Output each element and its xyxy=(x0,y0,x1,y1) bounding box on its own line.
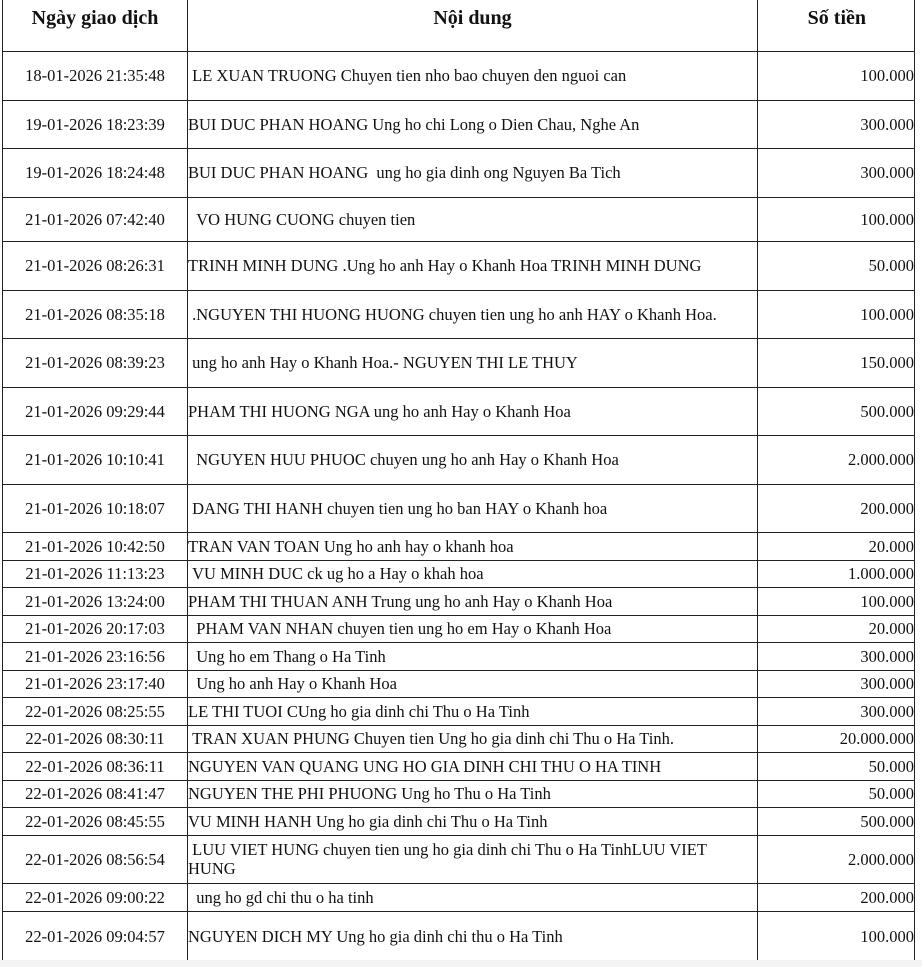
cell-content: Ung ho em Thang o Ha Tinh xyxy=(188,643,758,671)
table-row xyxy=(3,698,915,726)
cell-date: 21-01-2026 08:39:23 xyxy=(3,339,188,388)
cell-date: 21-01-2026 20:17:03 xyxy=(3,615,188,643)
cell-content: DANG THI HANH chuyen tien ung ho ban HAY o Khanh hoa xyxy=(188,484,758,533)
cell-content: BUI DUC PHAN HOANG Ung ho chi Long o Dien Chau, Nghe An xyxy=(188,100,758,149)
table-row xyxy=(3,484,915,533)
cell-content: NGUYEN DICH MY Ung ho gia dinh chi thu o Ha Tinh xyxy=(188,911,758,961)
cell-content: BUI DUC PHAN HOANG ung ho gia dinh ong Nguyen Ba Tich xyxy=(188,149,758,198)
table-row xyxy=(3,753,915,781)
cell-amount: 1.000.000 xyxy=(758,560,915,588)
table-row xyxy=(3,725,915,753)
cell-date: 21-01-2026 10:42:50 xyxy=(3,533,188,561)
cell-content: NGUYEN THE PHI PHUONG Ung ho Thu o Ha Tinh xyxy=(188,780,758,808)
cell-date: 21-01-2026 07:42:40 xyxy=(3,197,188,242)
cell-content: VU MINH HANH Ung ho gia dinh chi Thu o Ha Tinh xyxy=(188,808,758,836)
cell-amount: 150.000 xyxy=(758,339,915,388)
table-row xyxy=(3,339,915,388)
cell-date: 21-01-2026 23:17:40 xyxy=(3,670,188,698)
table-row xyxy=(3,100,915,149)
cell-amount: 300.000 xyxy=(758,100,915,149)
cell-date: 22-01-2026 08:25:55 xyxy=(3,698,188,726)
cell-content: TRAN VAN TOAN Ung ho anh hay o khanh hoa xyxy=(188,533,758,561)
cell-content: NGUYEN HUU PHUOC chuyen ung ho anh Hay o Khanh Hoa xyxy=(188,436,758,485)
cell-date: 19-01-2026 18:24:48 xyxy=(3,149,188,198)
table-row xyxy=(3,643,915,671)
page-bottom-edge xyxy=(0,960,922,967)
cell-amount: 500.000 xyxy=(758,808,915,836)
cell-date: 22-01-2026 09:04:57 xyxy=(3,911,188,961)
table-row xyxy=(3,560,915,588)
cell-amount: 300.000 xyxy=(758,643,915,671)
cell-date: 21-01-2026 23:16:56 xyxy=(3,643,188,671)
cell-amount: 500.000 xyxy=(758,387,915,436)
table-row xyxy=(3,670,915,698)
cell-content: ung ho anh Hay o Khanh Hoa.- NGUYEN THI LE THUY xyxy=(188,339,758,388)
header-date: Ngày giao dịch xyxy=(3,0,188,52)
cell-date: 19-01-2026 18:23:39 xyxy=(3,100,188,149)
table-row xyxy=(3,835,915,884)
cell-amount: 20.000.000 xyxy=(758,725,915,753)
table-row xyxy=(3,197,915,242)
cell-content: ung ho gd chi thu o ha tinh xyxy=(188,884,758,912)
cell-date: 22-01-2026 08:41:47 xyxy=(3,780,188,808)
cell-amount: 200.000 xyxy=(758,884,915,912)
cell-date: 22-01-2026 08:56:54 xyxy=(3,835,188,884)
cell-date: 22-01-2026 08:30:11 xyxy=(3,725,188,753)
cell-date: 18-01-2026 21:35:48 xyxy=(3,52,188,101)
header-content: Nội dung xyxy=(188,0,758,52)
cell-date: 21-01-2026 08:35:18 xyxy=(3,290,188,339)
cell-amount: 100.000 xyxy=(758,290,915,339)
cell-amount: 100.000 xyxy=(758,911,915,961)
table-row xyxy=(3,884,915,912)
cell-content: LUU VIET HUNG chuyen tien ung ho gia dinh chi Thu o Ha TinhLUU VIET HUNG xyxy=(188,835,758,884)
cell-content: PHAM VAN NHAN chuyen tien ung ho em Hay o Khanh Hoa xyxy=(188,615,758,643)
table-row xyxy=(3,290,915,339)
cell-amount: 300.000 xyxy=(758,698,915,726)
cell-amount: 20.000 xyxy=(758,533,915,561)
cell-amount: 50.000 xyxy=(758,753,915,781)
table-row xyxy=(3,149,915,198)
table-row xyxy=(3,387,915,436)
cell-amount: 200.000 xyxy=(758,484,915,533)
cell-content: TRAN XUAN PHUNG Chuyen tien Ung ho gia dinh chi Thu o Ha Tinh. xyxy=(188,725,758,753)
cell-date: 21-01-2026 09:29:44 xyxy=(3,387,188,436)
cell-date: 21-01-2026 08:26:31 xyxy=(3,242,188,291)
table-row xyxy=(3,588,915,616)
cell-amount: 50.000 xyxy=(758,242,915,291)
cell-amount: 100.000 xyxy=(758,52,915,101)
cell-content: LE XUAN TRUONG Chuyen tien nho bao chuyen den nguoi can xyxy=(188,52,758,101)
cell-content: VO HUNG CUONG chuyen tien xyxy=(188,197,758,242)
table-row xyxy=(3,780,915,808)
cell-amount: 100.000 xyxy=(758,588,915,616)
cell-date: 22-01-2026 09:00:22 xyxy=(3,884,188,912)
cell-amount: 20.000 xyxy=(758,615,915,643)
cell-content: Ung ho anh Hay o Khanh Hoa xyxy=(188,670,758,698)
cell-content: VU MINH DUC ck ug ho a Hay o khah hoa xyxy=(188,560,758,588)
cell-date: 21-01-2026 13:24:00 xyxy=(3,588,188,616)
cell-content: LE THI TUOI CUng ho gia dinh chi Thu o Ha Tinh xyxy=(188,698,758,726)
cell-content: .NGUYEN THI HUONG HUONG chuyen tien ung ho anh HAY o Khanh Hoa. xyxy=(188,290,758,339)
table-row xyxy=(3,911,915,961)
cell-date: 21-01-2026 11:13:23 xyxy=(3,560,188,588)
cell-content: PHAM THI HUONG NGA ung ho anh Hay o Khanh Hoa xyxy=(188,387,758,436)
cell-amount: 100.000 xyxy=(758,197,915,242)
cell-content: NGUYEN VAN QUANG UNG HO GIA DINH CHI THU O HA TINH xyxy=(188,753,758,781)
header-amount: Số tiền xyxy=(758,0,915,52)
cell-date: 22-01-2026 08:45:55 xyxy=(3,808,188,836)
table-row xyxy=(3,436,915,485)
cell-date: 21-01-2026 10:18:07 xyxy=(3,484,188,533)
table-row xyxy=(3,52,915,101)
cell-amount: 2.000.000 xyxy=(758,835,915,884)
cell-content: PHAM THI THUAN ANH Trung ung ho anh Hay o Khanh Hoa xyxy=(188,588,758,616)
cell-amount: 300.000 xyxy=(758,149,915,198)
table-row xyxy=(3,615,915,643)
cell-amount: 2.000.000 xyxy=(758,436,915,485)
cell-date: 21-01-2026 10:10:41 xyxy=(3,436,188,485)
table-header-row xyxy=(3,0,915,52)
cell-content: TRINH MINH DUNG .Ung ho anh Hay o Khanh Hoa TRINH MINH DUNG xyxy=(188,242,758,291)
cell-amount: 300.000 xyxy=(758,670,915,698)
cell-amount: 50.000 xyxy=(758,780,915,808)
cell-date: 22-01-2026 08:36:11 xyxy=(3,753,188,781)
transactions-table xyxy=(2,0,915,962)
table-row xyxy=(3,242,915,291)
table-row xyxy=(3,808,915,836)
table-row xyxy=(3,533,915,561)
